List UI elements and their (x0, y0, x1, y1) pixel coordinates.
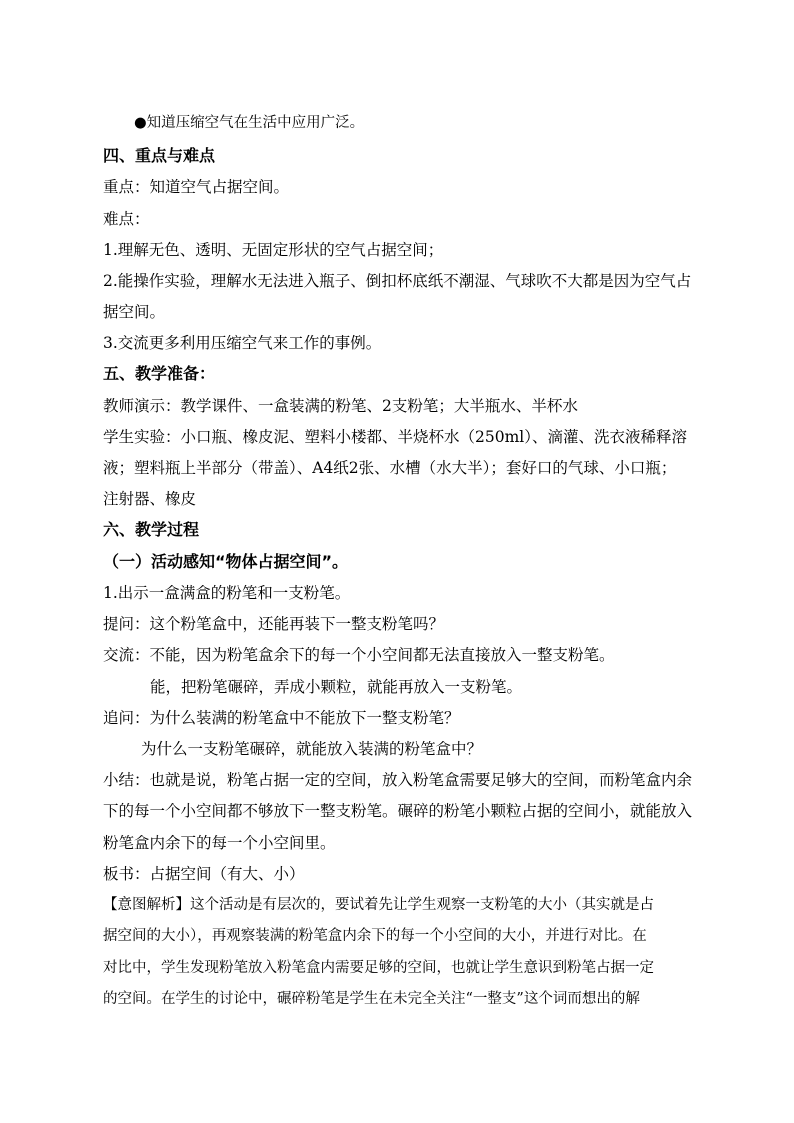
question: 提问：这个粉笔盒中，还能再装下一整支粉笔吗？ (103, 615, 445, 633)
difficulty-label: 难点： (103, 210, 150, 228)
board-note: 板书：占据空间（有大、小） (103, 865, 305, 883)
summary-line-2: 下的每一个小空间都不够放下一整支粉笔。碾碎的粉笔小颗粒占据的空间小，就能放入 (103, 802, 693, 820)
student-experiment-line-1: 学生实验：小口瓶、橡皮泥、塑料小楼都、半烧杯水（250ml）、滴灌、洗衣液稀释溶 (103, 428, 687, 446)
exchange-2: 能，把粉笔碾碎，弄成小颗粒，就能再放入一支粉笔。 (150, 678, 523, 696)
activity1-subheading: （一）活动感知“物体占据空间”。 (103, 552, 349, 571)
difficulty-item-2-line-2: 据空间。 (103, 303, 166, 321)
student-experiment-line-2: 液；塑料瓶上半部分（带盖）、A4纸2张、水槽（水大半）；套好口的气球、小口瓶； (103, 459, 677, 477)
analysis-line-1: 【意图解析】这个活动是有层次的，要试着先让学生观察一支粉笔的大小（其实就是占 (103, 897, 654, 913)
analysis-line-4: 的空间。在学生的讨论中，碾碎粉笔是学生在未完全关注“一整支”这个词而想出的解 (103, 991, 640, 1007)
difficulty-item-3: 3.交流更多利用压缩空气来工作的事例。 (103, 334, 382, 352)
difficulty-item-2-line-1: 2.能操作实验，理解水无法进入瓶子、倒扣杯底纸不潮湿、气球吹不大都是因为空气占 (103, 272, 692, 290)
teacher-demo: 教师演示：教学课件、一盒装满的粉笔、2支粉笔；大半瓶水、半杯水 (103, 397, 578, 415)
summary-line-1: 小结：也就是说，粉笔占据一定的空间，放入粉笔盒需要足够大的空间，而粉笔盒内余 (103, 771, 693, 789)
key-point: 重点：知道空气占据空间。 (103, 178, 290, 196)
step-1: 1.出示一盒满盒的粉笔和一支粉笔。 (103, 584, 351, 602)
section5-heading: 五、教学准备： (103, 364, 216, 383)
analysis-line-3: 对比中，学生发现粉笔放入粉笔盒内需要足够的空间，也就让学生意识到粉笔占据一定 (103, 960, 654, 976)
followup-1: 追问：为什么装满的粉笔盒中不能放下一整支粉笔？ (103, 709, 460, 727)
section6-heading: 六、教学过程 (103, 520, 200, 539)
section4-heading: 四、重点与难点 (103, 146, 216, 165)
bullet-intro: ●知道压缩空气在生活中应用广泛。 (134, 115, 365, 131)
followup-2: 为什么一支粉笔碾碎，就能放入装满的粉笔盒中？ (141, 740, 483, 758)
student-experiment-line-3: 注射器、橡皮 (103, 490, 197, 508)
difficulty-item-1: 1.理解无色、透明、无固定形状的空气占据空间； (103, 241, 444, 259)
analysis-line-2: 据空间的大小），再观察装满的粉笔盒内余下的每一个小空间的大小，并进行对比。在 (103, 928, 647, 944)
summary-line-3: 粉笔盒内余下的每一个小空间里。 (103, 834, 336, 852)
exchange-1: 交流：不能，因为粉笔盒余下的每一个小空间都无法直接放入一整支粉笔。 (103, 646, 615, 664)
